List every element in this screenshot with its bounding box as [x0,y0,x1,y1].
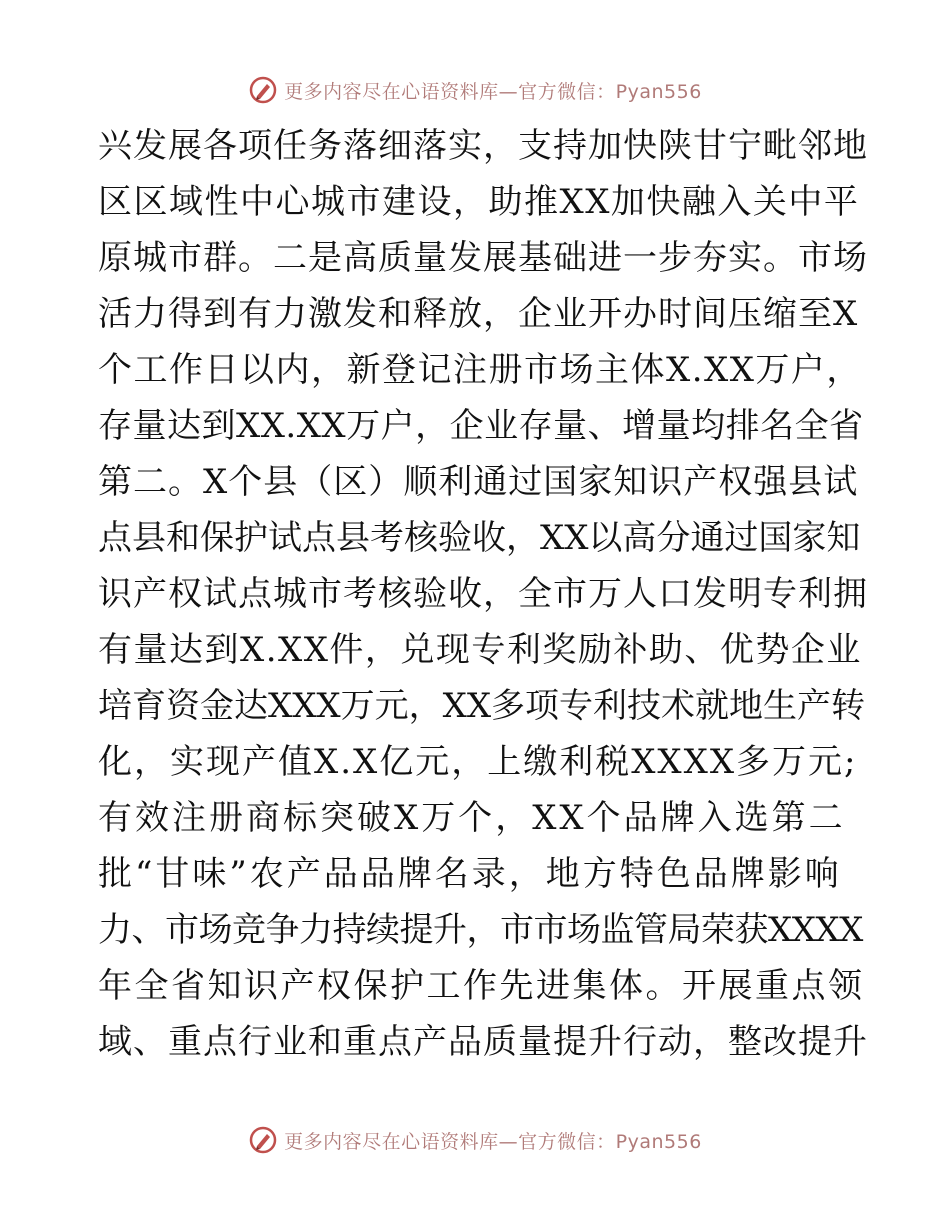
text-line: 有效注册商标突破X万个，XX个品牌入选第二 [98,798,846,838]
text-line: 点县和保护试点县考核验收，XX以高分通过国家知 [98,518,861,558]
text-line: 活力得到有力激发和释放，企业开办时间压缩至X [98,294,859,334]
footer-banner-text: 更多内容尽在心语资料库—官方微信：Pyan556 [284,1130,702,1153]
text-line: 识产权试点城市考核验收，全市万人口发明专利拥 [98,574,868,614]
document-body [98,118,868,1070]
text-line: 存量达到XX.XX万户，企业存量、增量均排名全省 [98,406,864,446]
text-line: 力、市场竞争力持续提升，市市场监管局荣获XXXX [98,910,863,950]
text-line: 域、重点行业和重点产品质量提升行动，整改提升 [98,1022,868,1062]
text-line: 批“甘味”农产品品牌名录，地方特色品牌影响 [98,854,842,894]
footer-banner [0,1122,950,1158]
text-line: 有量达到X.XX件，兑现专利奖励补助、优势企业 [98,630,862,670]
text-line: 化，实现产值X.X亿元，上缴利税XXXX多万元; [98,742,858,782]
text-line: 兴发展各项任务落细落实，支持加快陕甘宁毗邻地 [98,126,868,166]
text-line: 培育资金达XXX万元，XX多项专利技术就地生产转 [98,686,866,726]
pen-logo-icon [248,1125,278,1155]
header-banner [0,72,950,108]
text-line: 个工作日以内，新登记注册市场主体X.XX万户， [98,350,862,390]
text-line: 第二。X个县（区）顺利通过国家知识产权强县试 [98,462,859,502]
header-banner-text: 更多内容尽在心语资料库—官方微信：Pyan556 [284,80,702,103]
pen-logo-icon [248,75,278,105]
text-line: 原城市群。二是高质量发展基础进一步夯实。市场 [98,238,868,278]
text-line: 年全省知识产权保护工作先进集体。开展重点领 [98,966,865,1006]
text-line: 区区域性中心城市建设，助推XX加快融入关中平 [98,182,860,222]
